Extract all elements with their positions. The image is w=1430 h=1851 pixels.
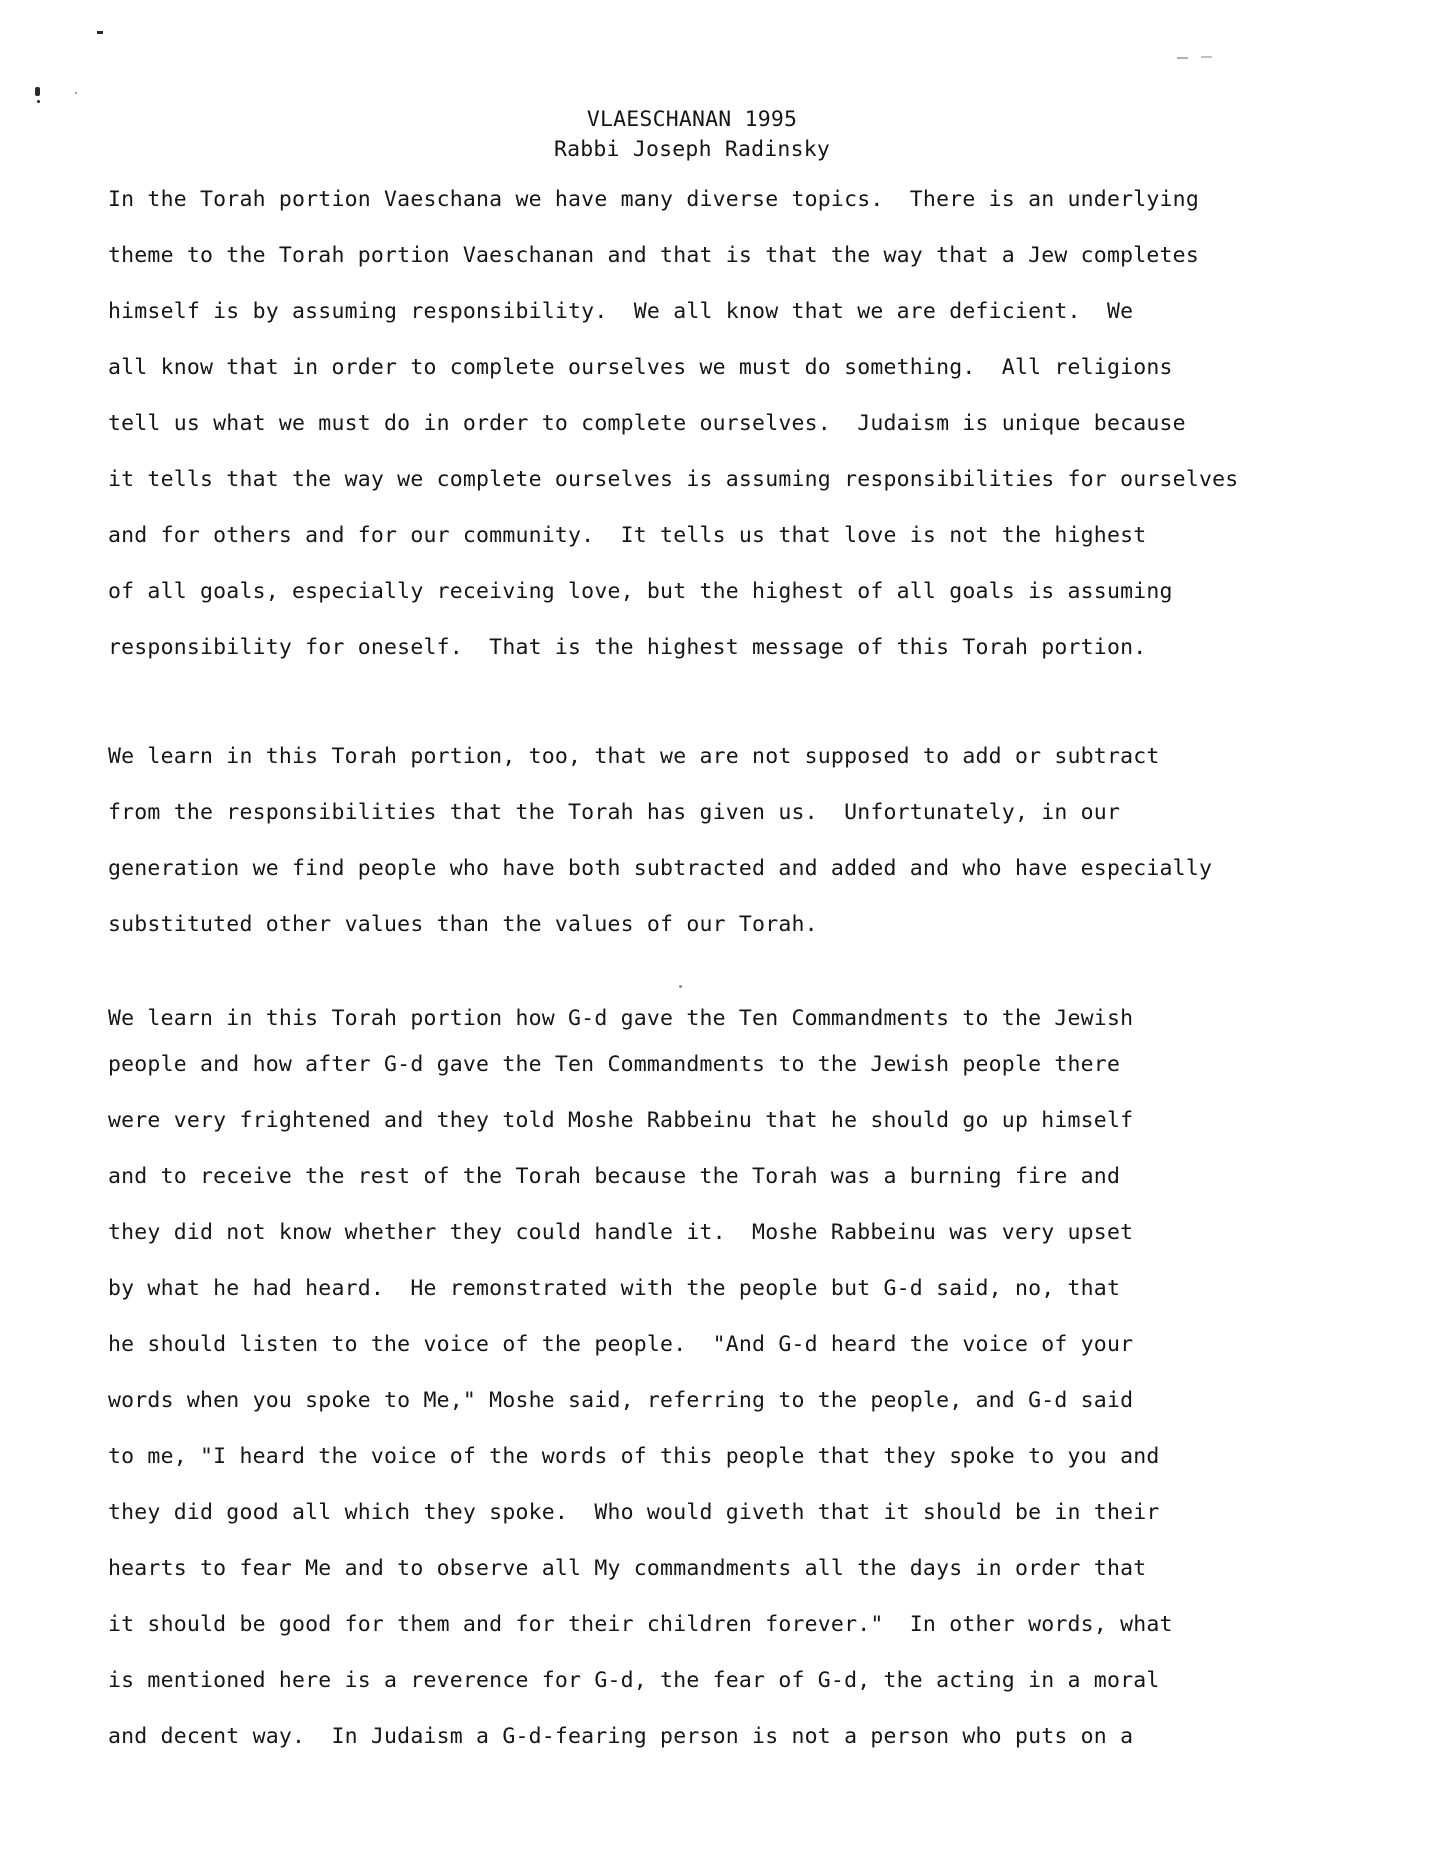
text-line: and decent way. In Judaism a G-d-fearing person is not a person who puts on a [108,1724,1134,1749]
text-line: to me, "I heard the voice of the words of this people that they spoke to you and [108,1444,1160,1469]
text-line: words when you spoke to Me," Moshe said, referring to the people, and G-d said [108,1388,1134,1413]
scan-artifact [97,31,103,34]
text-line: from the responsibilities that the Torah has given us. Unfortunately, in our [108,800,1121,825]
paragraph [108,172,1368,676]
text-line: and to receive the rest of the Torah because the Torah was a burning fire and [108,1164,1121,1189]
text-line: In the Torah portion Vaeschana we have many diverse topics. There is an underlying [108,187,1199,212]
text-line: they did good all which they spoke. Who would giveth that it should be in their [108,1500,1160,1525]
paragraph [108,991,1368,1765]
text-line: of all goals, especially receiving love, but the highest of all goals is assuming [108,579,1173,604]
document-title: VLAESCHANAN 1995 [586,107,798,132]
text-line: were very frightened and they told Moshe Rabbeinu that he should go up himself [108,1108,1134,1133]
document-author: Rabbi Joseph Radinsky [553,137,831,162]
scan-artifact [37,100,40,103]
text-line: by what he had heard. He remonstrated with the people but G-d said, no, that [108,1276,1121,1301]
text-line: and for others and for our community. It tells us that love is not the highest [108,523,1147,548]
paragraph [108,729,1368,953]
document-body [108,172,1368,1765]
scan-artifact [35,87,40,96]
text-line: people and how after G-d gave the Ten Commandments to the Jewish people there [108,1052,1121,1077]
text-line: We learn in this Torah portion, too, that we are not supposed to add or subtract [108,744,1160,769]
scan-artifact [1201,56,1212,58]
text-line: responsibility for oneself. That is the highest message of this Torah portion. [108,635,1147,660]
text-line: is mentioned here is a reverence for G-d, the fear of G-d, the acting in a moral [108,1668,1160,1693]
text-line: theme to the Torah portion Vaeschanan and that is that the way that a Jew completes [108,243,1199,268]
text-line: it should be good for them and for their children forever." In other words, what [108,1612,1173,1637]
text-line: he should listen to the voice of the people. "And G-d heard the voice of your [108,1332,1134,1357]
text-line: they did not know whether they could handle it. Moshe Rabbeinu was very upset [108,1220,1134,1245]
text-line: generation we find people who have both subtracted and added and who have especially [108,856,1213,881]
scan-artifact [1177,57,1188,59]
text-line: all know that in order to complete ourselves we must do something. All religions [108,355,1173,380]
text-line: it tells that the way we complete ourselves is assuming responsibilities for ourselves [108,467,1239,492]
text-line: hearts to fear Me and to observe all My commandments all the days in order that [108,1556,1147,1581]
text-line: tell us what we must do in order to complete ourselves. Judaism is unique because [108,411,1186,436]
text-line: himself is by assuming responsibility. We all know that we are deficient. We [108,299,1134,324]
text-line: We learn in this Torah portion how G-d gave the Ten Commandments to the Jewish [108,1006,1134,1031]
text-line: substituted other values than the values of our Torah. [108,912,818,937]
scan-artifact [75,92,77,94]
document-header [108,105,1276,165]
